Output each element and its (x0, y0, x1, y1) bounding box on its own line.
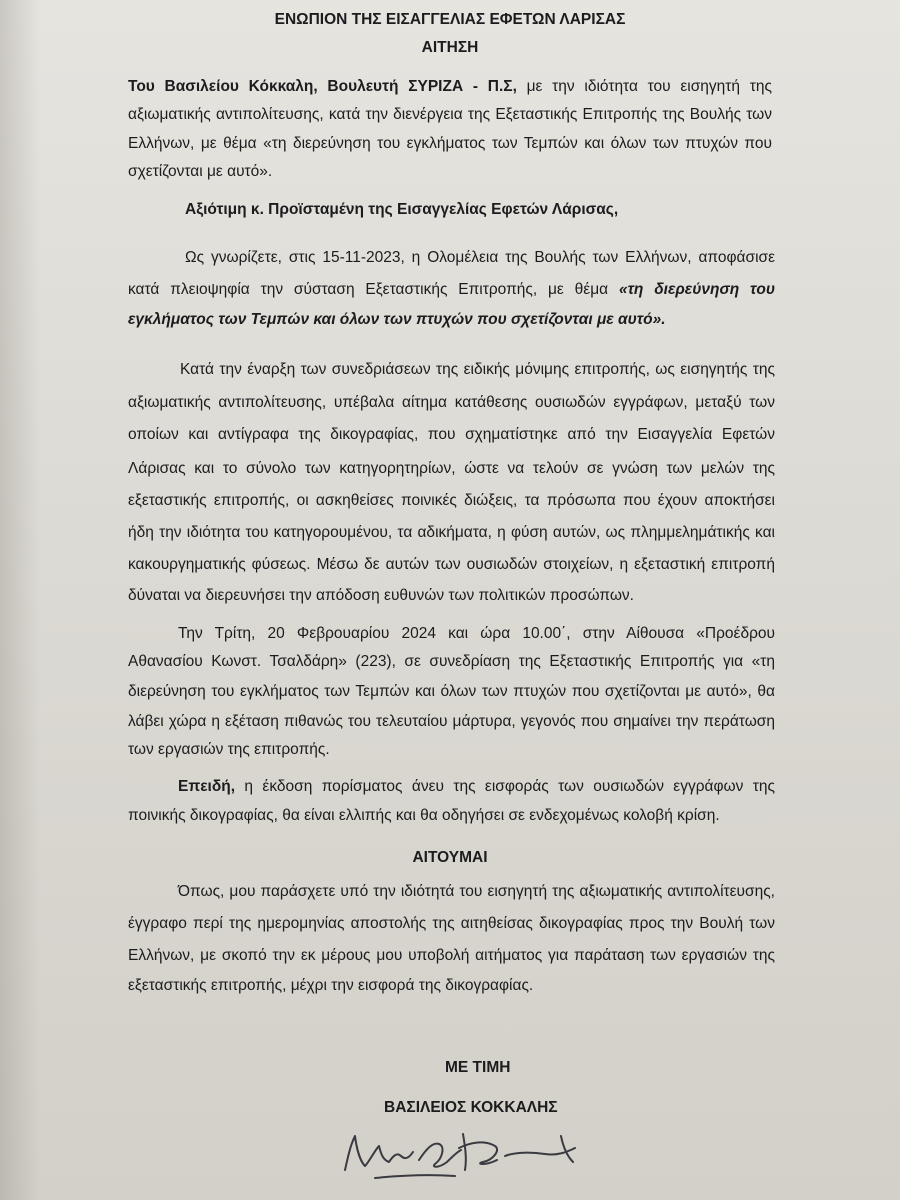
page-shadow (0, 0, 40, 1200)
signatory-name: ΒΑΣΙΛΕΙΟΣ ΚΟΚΚΑΛΗΣ (384, 1099, 558, 1116)
para3-line-1: Την Τρίτη, 20 Φεβρουαρίου 2024 και ώρα 10.00΄, στην Αίθουσα «Προέδρου (178, 625, 775, 642)
para1-topic-start: «τη διερεύνηση του (618, 281, 775, 298)
para1-line-1: Ως γνωρίζετε, στις 15-11-2023, η Ολομέλεια της Βουλής των Ελλήνων, αποφάσισε (185, 249, 775, 266)
sender-name: Του Βασιλείου Κόκκαλη, Βουλευτή ΣΥΡΙΖΑ - Π.Σ, (128, 78, 517, 95)
intro-line-3: Ελλήνων, με θέμα «τη διερεύνηση του εγκλήματος των Τεμπών και όλων των πτυχών που (128, 135, 772, 152)
intro-line-2: αξιωματικής αντιπολίτευσης, κατά την διενέργεια της Εξεταστικής Επιτροπής της Βουλής των (128, 106, 772, 123)
para1-line-2-text: κατά πλειοψηφία την σύσταση Εξεταστικής Επιτροπής, με θέμα (128, 281, 609, 298)
request-heading: ΑΙΤΟΥΜΑΙ (412, 849, 488, 866)
para2-line-6: ήδη την ιδιότητα του κατηγορουμένου, τα αδικήματα, η φύση αυτών, ως πλημμελημάτικής και (128, 524, 775, 541)
para3-line-3: διερεύνηση του εγκλήματος των Τεμπών και όλων των πτυχών που σχετίζονται με αυτό», θα (128, 683, 775, 700)
para2-line-1: Κατά την έναρξη των συνεδριάσεων της ειδικής μόνιμης επιτροπής, ως εισηγητής της (180, 361, 775, 378)
para3-line-2: Αθανασίου Κωνστ. Τσαλδάρη» (223), σε συνεδρίαση της Εξεταστικής Επιτροπής για «τη (128, 653, 775, 670)
document-type-heading: ΑΙΤΗΣΗ (421, 39, 479, 56)
para2-line-4: Λάρισας και το σύνολο των κατηγορητηρίων, ώστε να τελούν σε γνώση των μελών της (128, 460, 775, 477)
para4-line-2: ποινικής δικογραφίας, θα είναι ελλιπής και θα οδηγήσει σε ενδεχομένως κολοβή κρίση. (128, 807, 720, 824)
para5-line-2: έγγραφο περί της ημερομηνίας αποστολής της αιτηθείσας δικογραφίας προς την Βουλή των (128, 915, 775, 932)
intro-line-4: σχετίζονται με αυτό». (128, 163, 273, 180)
para2-line-8: δύναται να διερευνήσει την απόδοση ευθυνών των πολιτικών προσώπων. (128, 587, 634, 604)
para1-line-2 (128, 280, 775, 300)
para2-line-3: οποίων και αντίγραφα της δικογραφίας, που σχηματίστηκε από την Εισαγγελία Εφετών (128, 426, 775, 443)
handwritten-signature (335, 1122, 615, 1192)
para2-line-2: αξιωματικής αντιπολίτευσης, υπέβαλα αίτημα κατάθεσης ουσιωδών εγγράφων, μεταξύ των (128, 394, 775, 411)
para2-line-5: εξεταστικής επιτροπής, οι ασκηθείσες ποινικές διώξεις, τα πρόσωπα που έχουν αποκτήσει (128, 492, 775, 509)
para4-lead-word: Επειδή, (178, 778, 236, 795)
closing-regards: ΜΕ ΤΙΜΗ (445, 1059, 511, 1076)
salutation: Αξιότιμη κ. Προϊσταμένη της Εισαγγελίας Εφετών Λάρισας, (185, 201, 619, 218)
para1-topic-end: εγκλήματος των Τεμπών και όλων των πτυχών που σχετίζονται με αυτό». (128, 311, 666, 328)
authority-heading: ΕΝΩΠΙΟΝ ΤΗΣ ΕΙΣΑΓΓΕΛΙΑΣ ΕΦΕΤΩΝ ΛΑΡΙΣΑΣ (274, 11, 626, 28)
para5-line-3: Ελλήνων, με σκοπό την εκ μέρους μου υποβολή αιτήματος για παράταση των εργασιών της (128, 947, 775, 964)
para5-line-1: Όπως, μου παράσχετε υπό την ιδιότητά του εισηγητή της αξιωματικής αντιπολίτευσης, (178, 883, 775, 900)
intro-line-1 (128, 77, 772, 97)
para4-line-1 (178, 777, 775, 797)
para3-line-4: λάβει χώρα η εξέταση πιθανώς του τελευταίου μάρτυρα, γεγονός που σημαίνει την περάτωση (128, 713, 775, 730)
para4-line-1-rest: η έκδοση πορίσματος άνευ της εισφοράς των ουσιωδών εγγράφων της (244, 778, 775, 795)
para5-line-4: εξεταστικής επιτροπής, μέχρι την εισφορά της δικογραφίας. (128, 977, 534, 994)
para2-line-7: κακουργηματικής φύσεως. Μέσω δε αυτών των ουσιωδών στοιχείων, η εξεταστική επιτροπή (128, 556, 775, 573)
intro-line-1-rest: με την ιδιότητα του εισηγητή της (526, 78, 772, 95)
para3-line-5: των εργασιών της επιτροπής. (128, 741, 330, 758)
